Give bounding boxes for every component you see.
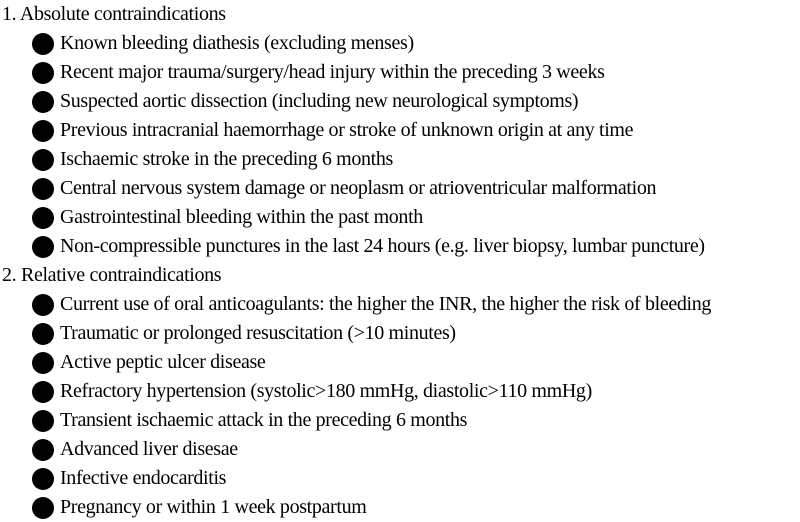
- section-heading-absolute: 1. Absolute contraindications: [2, 3, 226, 25]
- absolute-contraindications-list: [2, 29, 800, 261]
- list-item-text: Gastrointestinal bleeding within the past month: [60, 206, 423, 228]
- list-item: [2, 348, 800, 377]
- list-item-text: Current use of oral anticoagulants: the higher the INR, the higher the risk of bleeding: [60, 293, 712, 315]
- list-item-text: Central nervous system damage or neoplasm or atrioventricular malformation: [60, 177, 657, 199]
- bullet-icon: [32, 120, 54, 142]
- list-item: [2, 232, 800, 261]
- list-item-text: Previous intracranial haemorrhage or stroke of unknown origin at any time: [60, 119, 634, 141]
- list-item-text: Traumatic or prolonged resuscitation (>10 minutes): [60, 322, 456, 344]
- list-item: [2, 435, 800, 464]
- list-item-text: Infective endocarditis: [60, 467, 227, 489]
- list-item-text: Ischaemic stroke in the preceding 6 months: [60, 148, 393, 170]
- list-item: [2, 203, 800, 232]
- list-item: [2, 174, 800, 203]
- list-item-text: Transient ischaemic attack in the preceding 6 months: [60, 409, 468, 431]
- list-item-text: Suspected aortic dissection (including new neurological symptoms): [60, 90, 579, 112]
- relative-contraindications-section: [2, 261, 800, 522]
- bullet-icon: [32, 178, 54, 200]
- list-item: [2, 58, 800, 87]
- bullet-icon: [32, 439, 54, 461]
- list-item-text: Recent major trauma/surgery/head injury within the preceding 3 weeks: [60, 61, 605, 83]
- list-item: [2, 319, 800, 348]
- list-item-text: Active peptic ulcer disease: [60, 351, 266, 373]
- list-item-text: Advanced liver disesae: [60, 438, 238, 460]
- list-item: [2, 377, 800, 406]
- bullet-icon: [32, 410, 54, 432]
- list-item-text: Non-compressible punctures in the last 24 hours (e.g. liver biopsy, lumbar puncture): [60, 235, 705, 257]
- bullet-icon: [32, 294, 54, 316]
- list-item: [2, 493, 800, 522]
- list-item-text: Refractory hypertension (systolic>180 mmHg, diastolic>110 mmHg): [60, 380, 592, 402]
- bullet-icon: [32, 33, 54, 55]
- bullet-icon: [32, 352, 54, 374]
- list-item: [2, 464, 800, 493]
- list-item: [2, 406, 800, 435]
- bullet-icon: [32, 381, 54, 403]
- relative-contraindications-list: [2, 290, 800, 522]
- list-item: [2, 116, 800, 145]
- list-item: [2, 29, 800, 58]
- bullet-icon: [32, 497, 54, 519]
- absolute-contraindications-section: [2, 0, 800, 261]
- bullet-icon: [32, 91, 54, 113]
- list-item: [2, 290, 800, 319]
- list-item-text: Known bleeding diathesis (excluding menses): [60, 32, 414, 54]
- bullet-icon: [32, 207, 54, 229]
- bullet-icon: [32, 149, 54, 171]
- bullet-icon: [32, 236, 54, 258]
- list-item: [2, 87, 800, 116]
- list-item: [2, 145, 800, 174]
- section-heading-relative: 2. Relative contraindications: [2, 264, 222, 286]
- list-item-text: Pregnancy or within 1 week postpartum: [60, 496, 367, 518]
- bullet-icon: [32, 323, 54, 345]
- bullet-icon: [32, 62, 54, 84]
- bullet-icon: [32, 468, 54, 490]
